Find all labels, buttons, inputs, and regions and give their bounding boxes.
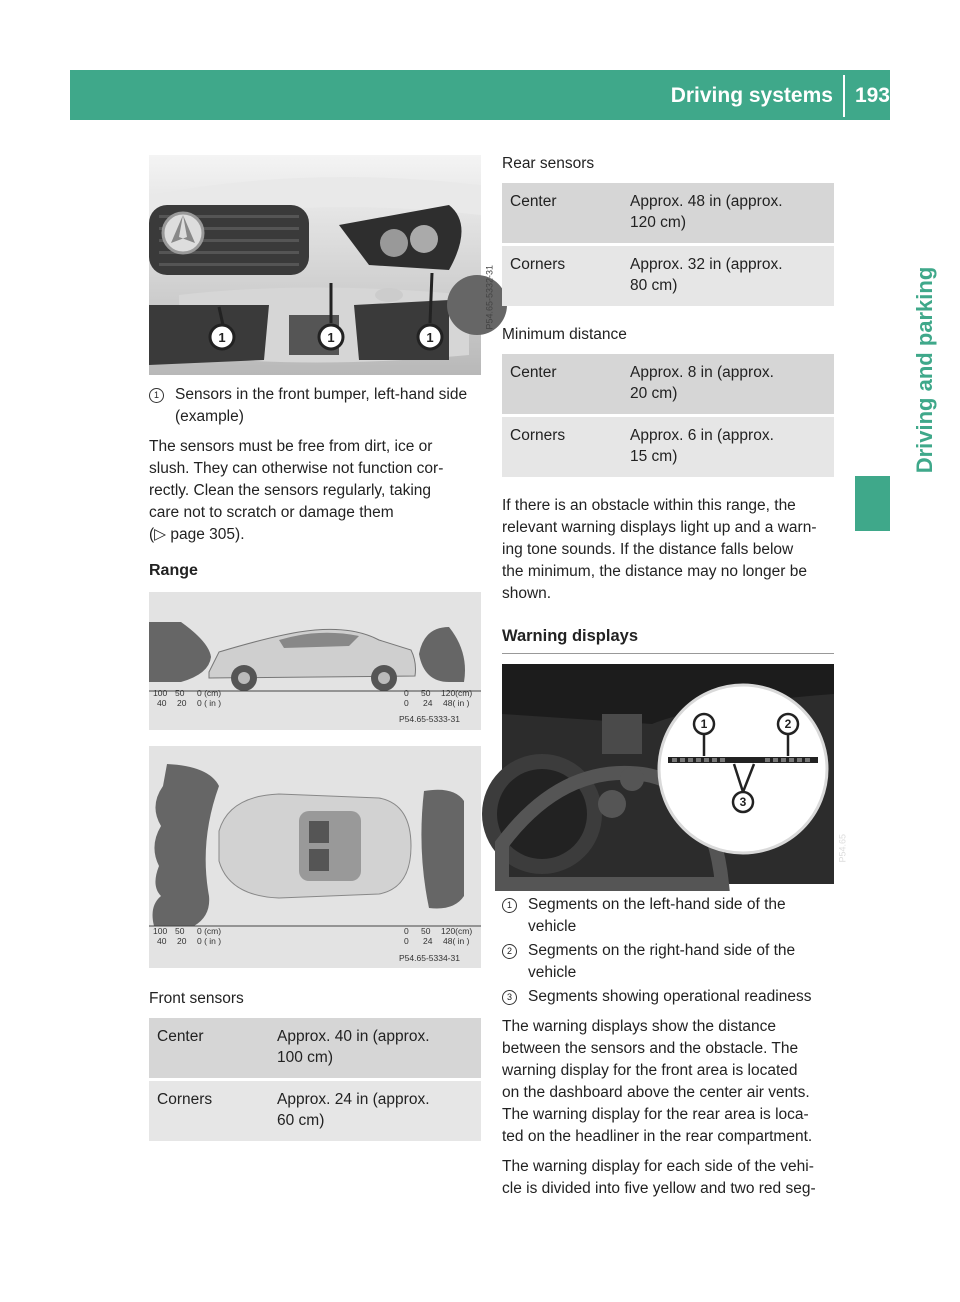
figure-code: P54.65-5334-31 — [399, 953, 460, 963]
warning-paragraph-2: The warning display for each side of the vehi- cle is divided into five yellow and two red seg- — [502, 1158, 816, 1197]
front-bumper-illustration — [149, 155, 481, 375]
figure-code: P54.65-5332-31 — [485, 265, 495, 330]
scale-label: 40 — [157, 936, 167, 946]
table-cell: Corners — [149, 1080, 269, 1142]
callout-label: 1 — [426, 330, 434, 345]
scale-label: 100 — [153, 926, 168, 936]
figure-code: P54.65-5333-31 — [399, 714, 460, 724]
legend-item — [502, 894, 834, 938]
table-cell: Center — [502, 183, 622, 245]
scale-label: 48( in ) — [443, 698, 470, 708]
table-row — [149, 1018, 481, 1080]
scale-label: 0 (cm) — [197, 926, 222, 936]
scale-label: 24 — [423, 698, 433, 708]
range-side-figure — [149, 592, 481, 730]
scale-label: 0 ( in ) — [197, 698, 222, 708]
scale-label: 40 — [157, 698, 167, 708]
warning-paragraph-1: The warning displays show the distance between the sensors and the obstacle. The warning display for the front area is located on the dashboard above the center air vents. The warning display for the rear area is loca- ted on the headliner in the rear compartment. — [502, 1018, 813, 1145]
warning-display-figure — [502, 664, 848, 884]
range-heading: Range — [149, 562, 198, 579]
table-row — [502, 416, 834, 478]
scale-label: 0 — [404, 688, 409, 698]
legend-text: Segments on the left-hand side of the vehicle — [528, 896, 786, 935]
front-sensors-table — [149, 1018, 481, 1141]
rear-sensors-table — [502, 183, 834, 306]
scale-label: 50 — [421, 688, 431, 698]
minimum-distance-table — [502, 354, 834, 477]
range-top-illustration — [149, 746, 481, 968]
obstacle-paragraph: If there is an obstacle within this range, the relevant warning displays light up and a warn- ing tone sounds. If the distance falls below the minimum, the distance may no longer be shown. — [502, 497, 817, 602]
scale-label: 100 — [153, 688, 168, 698]
warning-displays-heading: Warning displays — [502, 625, 834, 654]
table-cell: Center — [149, 1018, 269, 1080]
page-header — [671, 80, 890, 112]
table-cell: Approx. 24 in (approx. 60 cm) — [269, 1080, 481, 1142]
warning-display-illustration — [502, 664, 834, 884]
table-row — [502, 245, 834, 307]
table-row — [502, 354, 834, 416]
scale-label: 0 ( in ) — [197, 936, 222, 946]
scale-label: 24 — [423, 936, 433, 946]
legend-item — [149, 384, 481, 428]
scale-label: 0 (cm) — [197, 688, 222, 698]
left-column — [149, 155, 495, 1159]
table-cell: Corners — [502, 245, 622, 307]
scale-label: 120(cm) — [441, 688, 473, 698]
body-paragraph: The sensors must be free from dirt, ice or slush. They can otherwise not function cor- rectly. Clean the sensors regularly, taking care not to scratch or damage them (▷ page 305). — [149, 438, 444, 543]
callout-label: 1 — [218, 330, 226, 345]
legend-number: 2 — [502, 944, 517, 959]
side-tab — [893, 255, 957, 485]
scale-label: 120(cm) — [441, 926, 473, 936]
legend-item — [502, 986, 834, 1008]
front-bumper-figure — [149, 155, 495, 375]
legend-number: 3 — [502, 990, 517, 1005]
scale-label: 20 — [177, 936, 187, 946]
table-cell: Approx. 8 in (approx. 20 cm) — [622, 354, 834, 416]
callout-label: 1 — [700, 717, 708, 731]
scale-label: 48( in ) — [443, 936, 470, 946]
scale-label: 50 — [175, 926, 185, 936]
range-top-figure — [149, 746, 481, 968]
front-sensors-label: Front sensors — [149, 990, 244, 1007]
legend-text: Segments showing operational readiness — [528, 988, 812, 1005]
rear-sensors-label: Rear sensors — [502, 155, 595, 172]
callout-label: 3 — [739, 795, 747, 809]
legend-number: 1 — [149, 388, 164, 403]
side-tab-marker — [855, 476, 890, 531]
minimum-distance-label: Minimum distance — [502, 326, 627, 343]
table-cell: Center — [502, 354, 622, 416]
right-column — [502, 153, 848, 1208]
callout-label: 2 — [784, 717, 792, 731]
legend-text: Segments on the right-hand side of the vehicle — [528, 942, 796, 981]
legend-text: Sensors in the front bumper, left-hand side (example) — [175, 386, 468, 425]
table-cell: Approx. 6 in (approx. 15 cm) — [622, 416, 834, 478]
side-tab-label: Driving and parking — [912, 266, 937, 474]
scale-label: 20 — [177, 698, 187, 708]
header-divider — [843, 75, 845, 117]
table-cell: Approx. 40 in (approx. 100 cm) — [269, 1018, 481, 1080]
legend-number: 1 — [502, 898, 517, 913]
table-cell: Approx. 48 in (approx. 120 cm) — [622, 183, 834, 245]
table-row — [149, 1080, 481, 1142]
callout-label: 1 — [327, 330, 335, 345]
table-cell: Corners — [502, 416, 622, 478]
range-side-illustration — [149, 592, 481, 730]
scale-label: 0 — [404, 698, 409, 708]
figure-code: P54.65 — [838, 834, 848, 863]
table-cell: Approx. 32 in (approx. 80 cm) — [622, 245, 834, 307]
scale-label: 0 — [404, 936, 409, 946]
page-number: 193 — [854, 84, 890, 107]
section-title: Driving systems — [670, 84, 833, 107]
scale-label: 50 — [175, 688, 185, 698]
table-row — [502, 183, 834, 245]
scale-label: 0 — [404, 926, 409, 936]
legend-item — [502, 940, 834, 984]
page-reference[interactable]: (▷ page 305). — [149, 526, 245, 543]
scale-label: 50 — [421, 926, 431, 936]
